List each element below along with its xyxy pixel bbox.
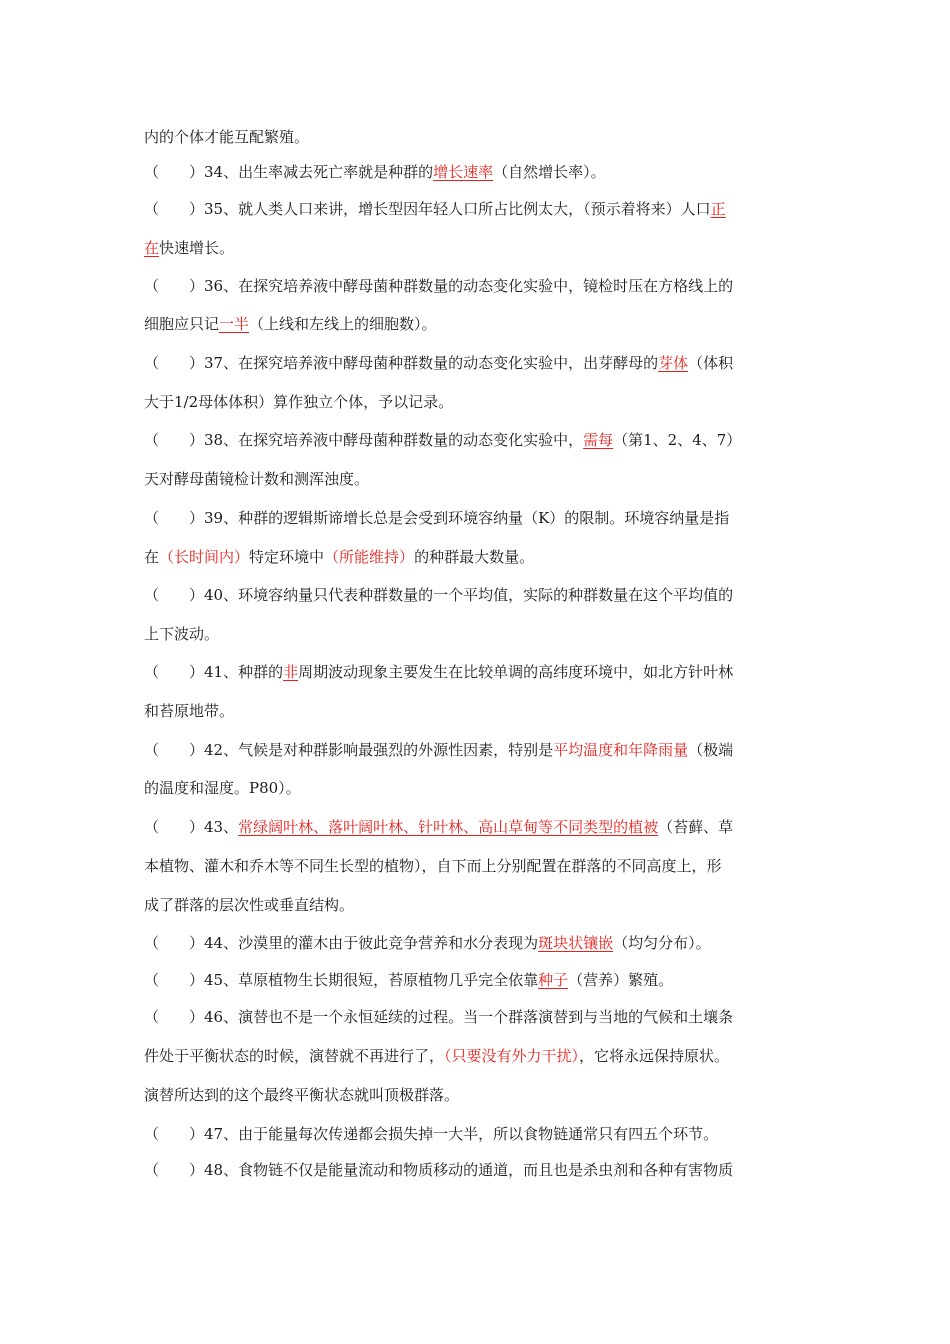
text-line: 演替所达到的这个最终平衡状态就叫顶极群落。 — [144, 1086, 460, 1104]
question-37: （ ）37、在探究培养液中酵母菌种群数量的动态变化实验中，出芽酵母的芽体（体积 — [144, 354, 734, 372]
question-38: （ ）38、在探究培养液中酵母菌种群数量的动态变化实验中，需每（第1、2、4、7） — [144, 431, 742, 449]
answer-highlight: 在 — [144, 239, 160, 257]
question-35: （ ）35、就人类人口来讲，增长型因年轻人口所占比例太大，（预示着将来）人口正 — [144, 200, 726, 218]
answer-highlight: 需每 — [583, 431, 614, 449]
answer-highlight: 降雨量 — [643, 741, 689, 759]
answer-highlight: 种子 — [538, 971, 569, 989]
answer-highlight: 增长速率 — [433, 163, 494, 181]
text-line: 件处于平衡状态的时候，演替就不再进行了，（只要没有外力干扰），它将永远保持原状。 — [144, 1047, 730, 1065]
question-48: （ ）48、食物链不仅是能量流动和物质移动的通道，而且也是杀虫剂和各种有害物质 — [144, 1161, 734, 1179]
question-44: （ ）44、沙漠里的灌木由于彼此竞争营养和水分表现为斑块状镶嵌（均匀分布）。 — [144, 934, 711, 952]
text-line: 在（长时间内）特定环境中（所能维持）的种群最大数量。 — [144, 548, 535, 566]
answer-highlight: 非 — [283, 663, 299, 681]
answer-highlight: 平均温度和年 — [553, 741, 644, 759]
answer-highlight: 常绿阔叶林、落叶阔叶林、针叶林、高山草甸等不同类型的植被 — [238, 818, 659, 836]
answer-highlight: 一半 — [219, 315, 250, 333]
question-46: （ ）46、演替也不是一个永恒延续的过程。当一个群落演替到与当地的气候和土壤条 — [144, 1008, 734, 1026]
text-line: 细胞应只记一半（上线和左线上的细胞数）。 — [144, 315, 437, 333]
answer-highlight: （只要没有外力干扰） — [444, 1047, 580, 1065]
question-41: （ ）41、种群的非周期波动现象主要发生在比较单调的高纬度环境中，如北方针叶林 — [144, 663, 734, 681]
question-40: （ ）40、环境容纳量只代表种群数量的一个平均值，实际的种群数量在这个平均值的 — [144, 586, 734, 604]
question-34: （ ）34、出生率减去死亡率就是种群的增长速率（自然增长率）。 — [144, 163, 606, 181]
answer-highlight: 正 — [710, 200, 726, 218]
question-43: （ ）43、常绿阔叶林、落叶阔叶林、针叶林、高山草甸等不同类型的植被（苔藓、草 — [144, 818, 734, 836]
question-36: （ ）36、在探究培养液中酵母菌种群数量的动态变化实验中，镜检时压在方格线上的 — [144, 277, 734, 295]
answer-highlight: （所能维持） — [324, 548, 415, 566]
question-42: （ ）42、气候是对种群影响最强烈的外源性因素，特别是平均温度和年降雨量（极端 — [144, 741, 734, 759]
question-47: （ ）47、由于能量每次传递都会损失掉一大半，所以食物链通常只有四五个环节。 — [144, 1125, 719, 1143]
text-line: 内的个体才能互配繁殖。 — [144, 128, 310, 146]
answer-highlight: 斑块状镶 — [538, 934, 599, 952]
question-39: （ ）39、种群的逻辑斯谛增长总是会受到环境容纳量（K）的限制。环境容纳量是指 — [144, 509, 730, 527]
text-line: 大于1/2母体体积）算作独立个体，予以记录。 — [144, 393, 454, 411]
text-line: 上下波动。 — [144, 625, 220, 643]
text-line: 本植物、灌木和乔木等不同生长型的植物），自下而上分别配置在群落的不同高度上，形 — [144, 857, 722, 875]
answer-highlight: （长时间内） — [159, 548, 250, 566]
text-line: 天对酵母菌镜检计数和测浑浊度。 — [144, 470, 370, 488]
question-45: （ ）45、草原植物生长期很短，苔原植物几乎完全依靠种子（营养）繁殖。 — [144, 971, 674, 989]
text-line: 成了群落的层次性或垂直结构。 — [144, 896, 355, 914]
answer-highlight: 芽体 — [658, 354, 689, 372]
text-line: 在快速增长。 — [144, 239, 235, 257]
text-line: 和苔原地带。 — [144, 702, 235, 720]
text-line: 的温度和湿度。P80）。 — [144, 779, 301, 797]
answer-highlight: 嵌 — [598, 934, 614, 952]
